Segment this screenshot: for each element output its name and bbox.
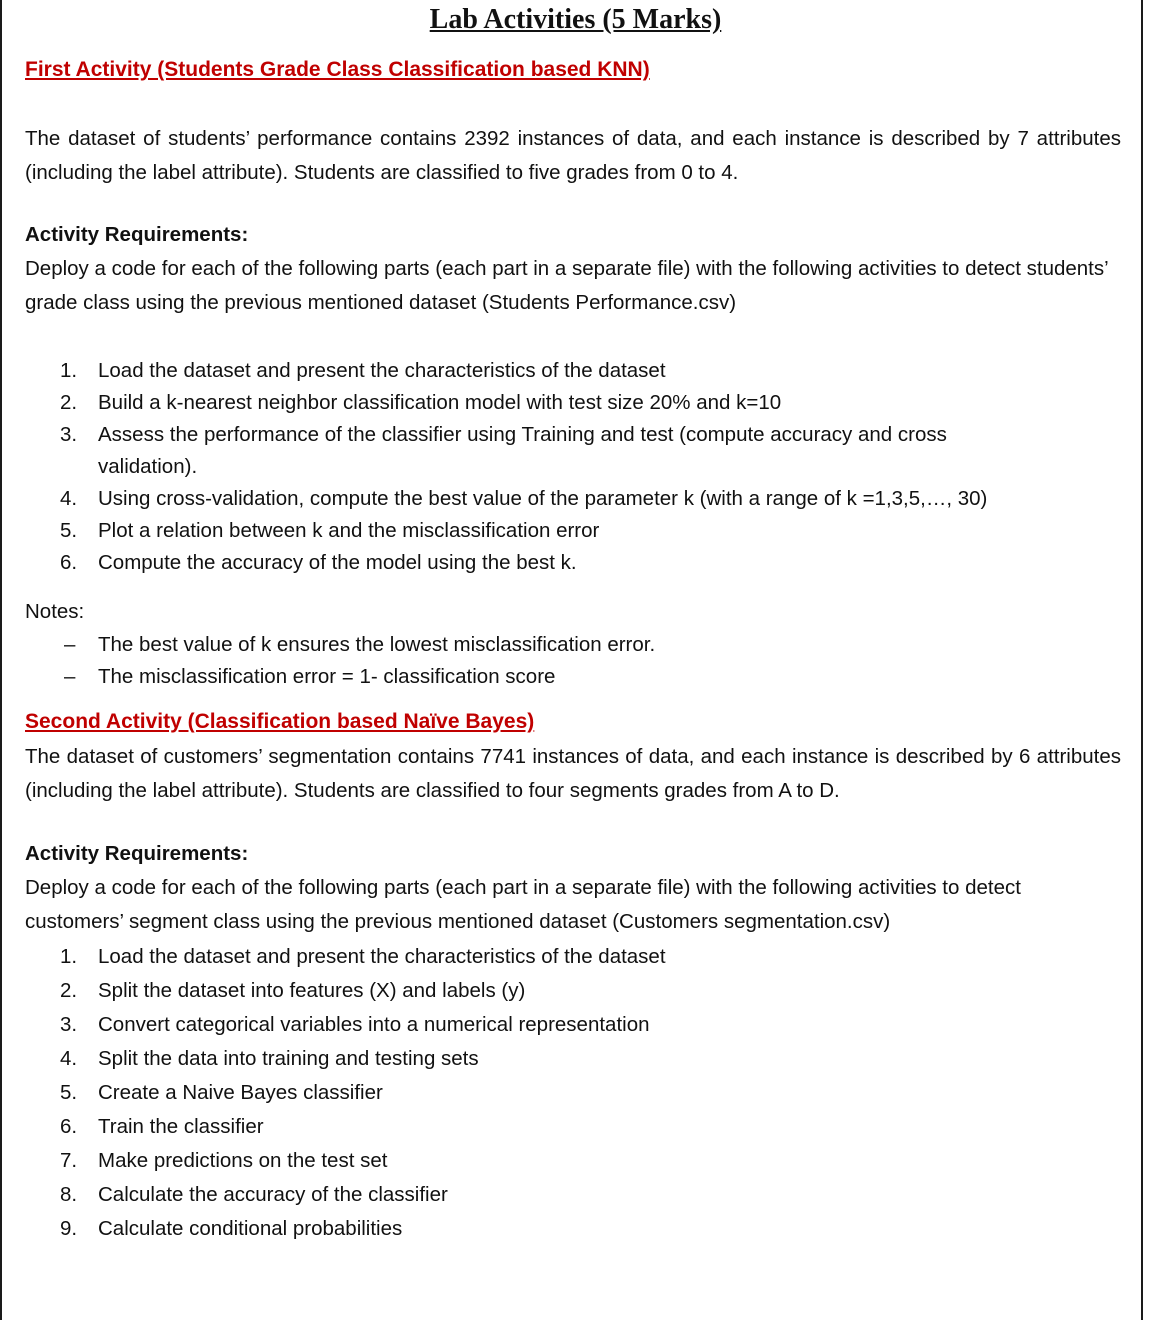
list-item: – The best value of k ensures the lowest misclassification error.	[64, 633, 656, 656]
page-title: Lab Activities (5 Marks)	[429, 4, 722, 35]
second-requirements-text: Deploy a code for each of the following parts (each part in a separate file) with the following activities to detect customers’ segment class using the previous mentioned dataset (Customers segmentation.csv)	[25, 876, 1021, 933]
list-item: 8. Calculate the accuracy of the classifier	[60, 1183, 448, 1206]
first-activity-description: The dataset of students’ performance contains 2392 instances of data, and each instance is described by 7 attributes (including the label attribute). Students are classified to five grades from 0 to 4.	[25, 127, 1121, 184]
list-item: – The misclassification error = 1- classification score	[64, 665, 556, 688]
list-item: 4. Using cross-validation, compute the best value of the parameter k (with a range of k =1,3,5,…, 30)	[60, 487, 988, 510]
second-activity-description: The dataset of customers’ segmentation contains 7741 instances of data, and each instance is described by 6 attributes (including the label attribute). Students are classified to four segments grades from A to D.	[25, 745, 1121, 802]
list-item: 2. Split the dataset into features (X) and labels (y)	[60, 979, 526, 1002]
second-activity-heading: Second Activity (Classification based Naïve Bayes)	[25, 710, 535, 733]
notes-list	[0, 629, 1078, 693]
list-item: 2. Build a k-nearest neighbor classification model with test size 20% and k=10	[60, 391, 782, 414]
list-item: 3. Assess the performance of the classifier using Training and test (compute accuracy and cross validation).	[60, 423, 947, 478]
first-requirements-text: Deploy a code for each of the following parts (each part in a separate file) with the following activities to detect students’ grade class using the previous mentioned dataset (Students Performance.csv)	[25, 257, 1108, 314]
list-item: 6. Compute the accuracy of the model using the best k.	[60, 551, 577, 574]
notes-label: Notes:	[25, 600, 85, 623]
second-requirements-title: Activity Requirements:	[25, 842, 249, 865]
list-item: 1. Load the dataset and present the characteristics of the dataset	[60, 945, 666, 968]
list-item: 5. Plot a relation between k and the misclassification error	[60, 519, 600, 542]
list-item: 7. Make predictions on the test set	[60, 1149, 388, 1172]
list-item: 1. Load the dataset and present the characteristics of the dataset	[60, 359, 666, 382]
list-item: 5. Create a Naive Bayes classifier	[60, 1081, 383, 1104]
first-steps-list	[0, 355, 1078, 579]
list-item: 4. Split the data into training and testing sets	[60, 1047, 479, 1070]
list-item: 9. Calculate conditional probabilities	[60, 1217, 403, 1240]
first-activity-heading: First Activity (Students Grade Class Classification based KNN)	[25, 58, 650, 81]
second-steps-list	[0, 940, 1078, 1246]
list-item: 3. Convert categorical variables into a numerical representation	[60, 1013, 650, 1036]
first-requirements-title: Activity Requirements:	[25, 223, 249, 246]
list-item: 6. Train the classifier	[60, 1115, 264, 1138]
